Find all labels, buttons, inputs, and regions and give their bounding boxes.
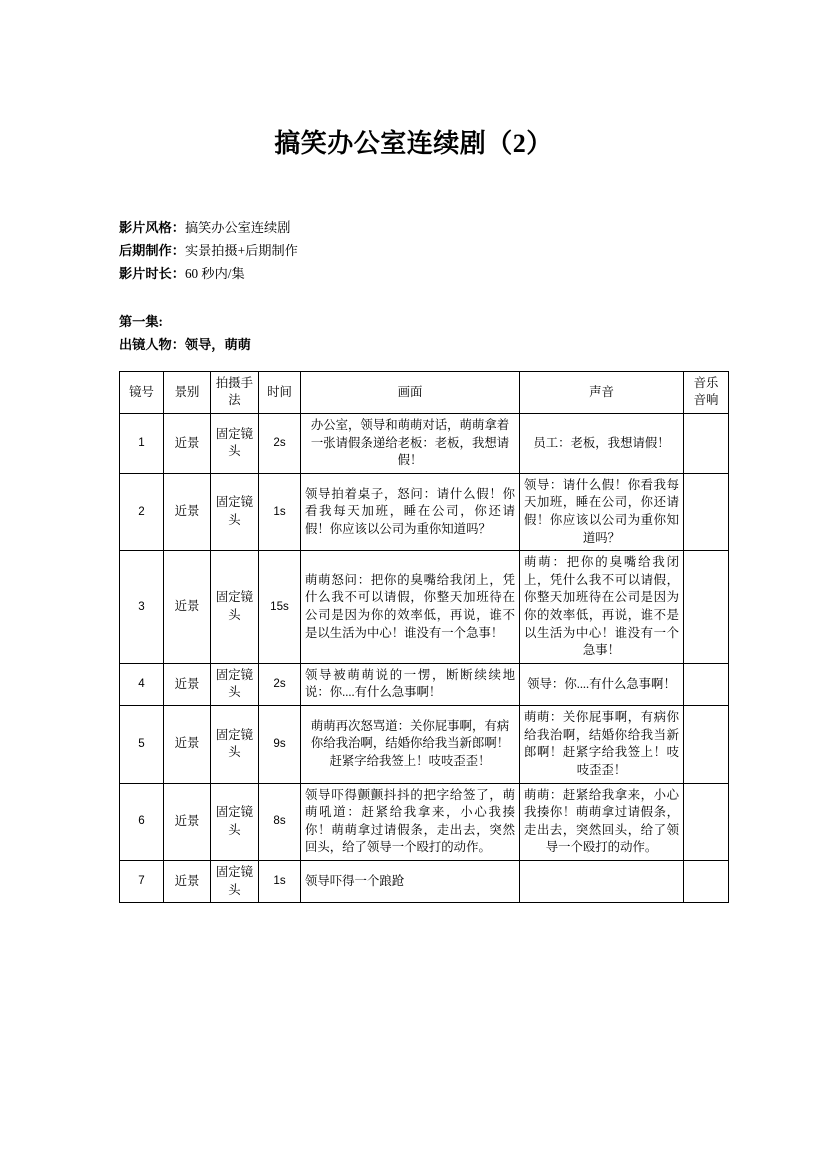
cell-audio: 萌萌：关你屁事啊，有病你给我治啊，结婚你给我当新郎啊！赶紧字给我签上！吱吱歪歪！ (520, 706, 684, 783)
column-header-music: 音乐音响 (684, 371, 729, 413)
cell-time: 1s (259, 860, 301, 902)
cell-scene: 近景 (164, 413, 211, 473)
cell-music (684, 706, 729, 783)
table-row (120, 413, 729, 473)
column-header-technique: 拍摄手法 (211, 371, 259, 413)
cell-visual: 萌萌怒问：把你的臭嘴给我闭上，凭什么我不可以请假，你整天加班待在公司是因为你的效率低，再说，谁不是以生活为中心！谁没有一个急事！ (301, 551, 520, 664)
column-header-time: 时间 (259, 371, 301, 413)
cell-technique: 固定镜头 (211, 783, 259, 860)
cell-time: 8s (259, 783, 301, 860)
cell-shot: 7 (120, 860, 164, 902)
cell-audio: 萌萌：赶紧给我拿来，小心我揍你！萌萌拿过请假条，走出去，突然回头，给了领导一个殴打的动作。 (520, 783, 684, 860)
meta-label-post-production: 后期制作： (119, 242, 185, 258)
page-title: 搞笑办公室连续剧（2） (274, 129, 553, 158)
meta-line-style (119, 217, 708, 240)
table-row (120, 860, 729, 902)
cell-time: 9s (259, 706, 301, 783)
cell-shot: 4 (120, 663, 164, 705)
cell-shot: 2 (120, 473, 164, 550)
cell-audio: 领导：你....有什么急事啊！ (520, 663, 684, 705)
cell-technique: 固定镜头 (211, 860, 259, 902)
cell-music (684, 783, 729, 860)
episode-cast: 出镜人物：领导，萌萌 (119, 337, 251, 352)
cell-music (684, 473, 729, 550)
table-row (120, 551, 729, 664)
table-row (120, 783, 729, 860)
meta-line-duration (119, 263, 708, 286)
table-row (120, 706, 729, 783)
cell-shot: 5 (120, 706, 164, 783)
cell-audio: 领导：请什么假！你看我每天加班，睡在公司，你还请假！你应该以公司为重你知道吗？ (520, 473, 684, 550)
cell-visual: 办公室，领导和萌萌对话，萌萌拿着一张请假条递给老板：老板，我想请假！ (301, 413, 520, 473)
column-header-visual: 画面 (301, 371, 520, 413)
cell-time: 2s (259, 663, 301, 705)
cell-audio (520, 860, 684, 902)
cell-time: 1s (259, 473, 301, 550)
cell-music (684, 860, 729, 902)
cell-scene: 近景 (164, 663, 211, 705)
film-meta-block (119, 217, 708, 285)
cell-audio: 萌萌：把你的臭嘴给我闭上，凭什么我不可以请假，你整天加班待在公司是因为你的效率低，再说，谁不是以生活为中心！谁没有一个急事！ (520, 551, 684, 664)
column-header-audio: 声音 (520, 371, 684, 413)
cell-shot: 1 (120, 413, 164, 473)
cell-time: 15s (259, 551, 301, 664)
cell-technique: 固定镜头 (211, 706, 259, 783)
meta-label-style: 影片风格： (119, 220, 185, 236)
meta-value-style: 搞笑办公室连续剧 (184, 220, 291, 236)
cell-technique: 固定镜头 (211, 551, 259, 664)
table-row (120, 473, 729, 550)
cell-visual: 萌萌再次怒骂道：关你屁事啊，有病你给我治啊，结婚你给我当新郎啊！赶紧字给我签上！吱吱歪歪！ (301, 706, 520, 783)
cell-visual: 领导吓得一个踉跄 (301, 860, 520, 902)
cell-music (684, 413, 729, 473)
cell-scene: 近景 (164, 706, 211, 783)
episode-block (119, 311, 708, 356)
cell-shot: 6 (120, 783, 164, 860)
meta-line-post-production (119, 240, 708, 263)
table-row (120, 663, 729, 705)
meta-value-duration: 60 秒内/集 (184, 265, 245, 281)
meta-value-post-production: 实景拍摄+后期制作 (184, 242, 298, 258)
cell-music (684, 551, 729, 664)
cell-scene: 近景 (164, 551, 211, 664)
cell-audio: 员工：老板，我想请假！ (520, 413, 684, 473)
cell-visual: 领导吓得颤颤抖抖的把字给签了，萌萌吼道：赶紧给我拿来，小心我揍你！萌萌拿过请假条，走出去，突然回头，给了领导一个殴打的动作。 (301, 783, 520, 860)
cell-scene: 近景 (164, 473, 211, 550)
cell-shot: 3 (120, 551, 164, 664)
cell-scene: 近景 (164, 860, 211, 902)
storyboard-table (119, 371, 729, 903)
cell-time: 2s (259, 413, 301, 473)
cell-music (684, 663, 729, 705)
cell-scene: 近景 (164, 783, 211, 860)
episode-number: 第一集: (119, 314, 163, 330)
meta-label-duration: 影片时长： (119, 265, 185, 281)
column-header-shot: 镜号 (120, 371, 164, 413)
cell-technique: 固定镜头 (211, 413, 259, 473)
cell-visual: 领导拍着桌子，怒问：请什么假！你看我每天加班，睡在公司，你还请假！你应该以公司为重你知道吗？ (301, 473, 520, 550)
table-header-row (120, 371, 729, 413)
cell-technique: 固定镜头 (211, 473, 259, 550)
cell-technique: 固定镜头 (211, 663, 259, 705)
cell-visual: 领导被萌萌说的一愣，断断续续地说：你....有什么急事啊！ (301, 663, 520, 705)
column-header-scene: 景别 (164, 371, 211, 413)
